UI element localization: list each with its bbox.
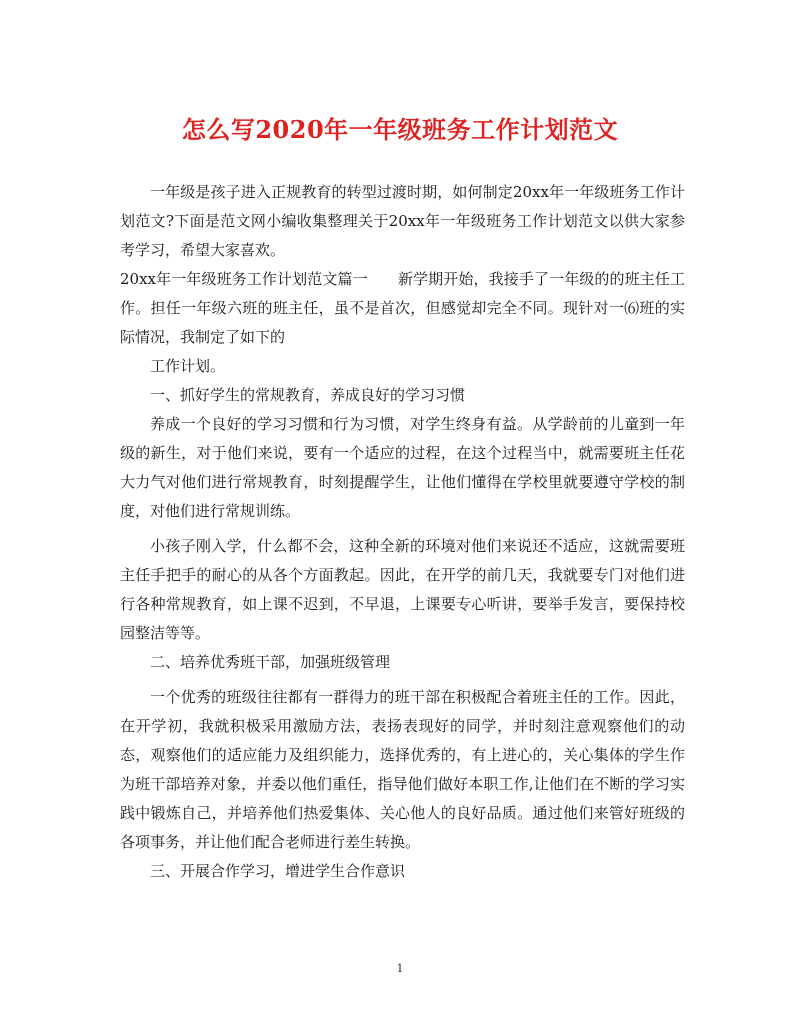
section-heading-2: 二、培养优秀班干部，加强班级管理 (150, 653, 391, 671)
document-body (120, 178, 685, 886)
section-1-paragraph-2: 小孩子刚入学，什么都不会，这种全新的环境对他们来说还不适应，这就需要班主任手把手的耐心的从各个方面教起。因此，在开学的前几天，我就要专门对他们进行各种常规教育，如上课不迟到，不早退，上课要专心听讲，要举手发言，要保持校园整洁等等。 (120, 537, 685, 642)
section-2-paragraph-1: 一个优秀的班级往往都有一群得力的班干部在积极配合着班主任的工作。因此，在开学初，我就积极采用激励方法，表扬表现好的同学，并时刻注意观察他们的动态，观察他们的适应能力及组织能力，选择优秀的，有上进心的，关心集体的学生作为班干部培养对象，并委以他们重任，指导他们做好本职工作,让他们在不断的学习实践中锻炼自己，并培养他们热爱集体、关心他人的良好品质。通过他们来管好班级的各项事务，并让他们配合老师进行差生转换。 (120, 688, 685, 851)
page-number: 1 (396, 962, 404, 975)
plan-line: 工作计划。 (150, 357, 226, 375)
section-heading-3: 三、开展合作学习，增进学生合作意识 (150, 862, 406, 880)
section-1-paragraph-1: 养成一个良好的学习习惯和行为习惯，对学生终身有益。从学龄前的儿童到一年级的新生，对于他们来说，要有一个适应的过程，在这个过程当中，就需要班主任花大力气对他们进行常规教育，时刻提醒学生，让他们懂得在学校里就要遵守学校的制度，对他们进行常规训练。 (120, 415, 685, 520)
document-title: 怎么写2020年一年级班务工作计划范文 (181, 115, 619, 144)
intro-paragraph: 一年级是孩子进入正规教育的转型过渡时期，如何制定20xx年一年级班务工作计划范文?下面是范文网小编收集整理关于20xx年一年级班务工作计划范文以供大家参考学习，希望大家喜欢。 (120, 183, 685, 259)
section-heading-1: 一、抓好学生的常规教育，养成良好的学习习惯 (150, 386, 466, 404)
article-one-paragraph: 20xx年一年级班务工作计划范文篇一 新学期开始，我接手了一年级的的班主任工作。担任一年级六班的班主任，虽不是首次，但感觉却完全不同。现针对一⑹班的实际情况，我制定了如下的 (120, 270, 685, 346)
